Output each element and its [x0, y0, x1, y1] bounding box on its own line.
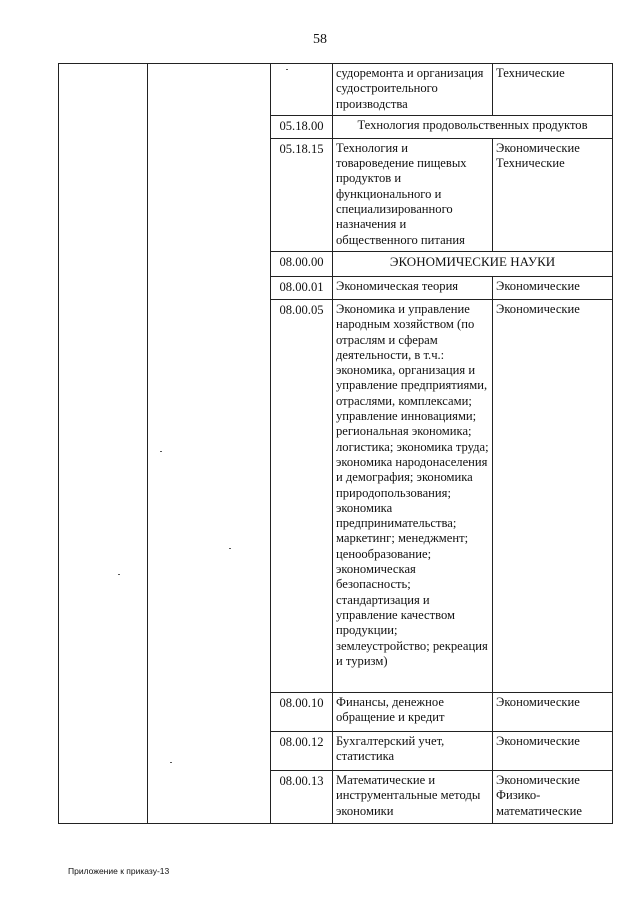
specialty-name: Экономика и управление народным хозяйством (по отраслям и сферам деятельности, в т.ч.: экономика, организация и управление предприятиями, отраслями, комплексами; управление инновациями; региональная экономика; логистика; экономика труда; экономика народонаселения и демография; экономика природопользования; экономика предпринимательства; маркетинг; менеджмент; ценообразование; экономическая безопасность; стандартизация и управление качеством продукции; землеустройство; рекреация и туризм) — [333, 299, 493, 692]
blank-column-1 — [59, 64, 148, 824]
table-row — [59, 64, 613, 116]
science-branch: Экономические — [493, 731, 613, 770]
scan-speck — [118, 574, 120, 575]
science-branch: Экономические Технические — [493, 138, 613, 251]
specialty-name: судоремонта и организация судостроительного производства — [333, 64, 493, 116]
specialty-name: Экономическая теория — [333, 276, 493, 299]
specialty-code: 08.00.01 — [271, 276, 333, 299]
specialty-code: 08.00.10 — [271, 692, 333, 731]
specialty-code: 08.00.13 — [271, 770, 333, 823]
specialty-name: Финансы, денежное обращение и кредит — [333, 692, 493, 731]
specialty-name: Технология и товароведение пищевых продуктов и функционального и специализированного назначения и общественного питания — [333, 138, 493, 251]
science-branch: Экономические — [493, 276, 613, 299]
science-branch: Экономические — [493, 299, 613, 692]
scan-speck — [170, 762, 172, 763]
specialty-code: 05.18.15 — [271, 138, 333, 251]
scan-speck — [229, 548, 231, 549]
specialty-name: Математические и инструментальные методы экономики — [333, 770, 493, 823]
scan-speck — [286, 69, 288, 70]
group-title: Технология продовольственных продуктов — [333, 115, 613, 138]
section-title: ЭКОНОМИЧЕСКИЕ НАУКИ — [333, 251, 613, 276]
specialty-code: 08.00.05 — [271, 299, 333, 692]
science-branch: Экономические — [493, 692, 613, 731]
science-branch: Экономические Физико-математические — [493, 770, 613, 823]
page-number: 58 — [313, 32, 327, 47]
specialty-code — [271, 64, 333, 116]
footer-note: Приложение к приказу-13 — [68, 866, 170, 876]
specialty-name: Бухгалтерский учет, статистика — [333, 731, 493, 770]
specialties-table — [58, 63, 613, 824]
section-code: 08.00.00 — [271, 251, 333, 276]
group-code: 05.18.00 — [271, 115, 333, 138]
science-branch: Технические — [493, 64, 613, 116]
blank-column-2 — [148, 64, 271, 824]
scan-speck — [160, 451, 162, 452]
specialty-code: 08.00.12 — [271, 731, 333, 770]
